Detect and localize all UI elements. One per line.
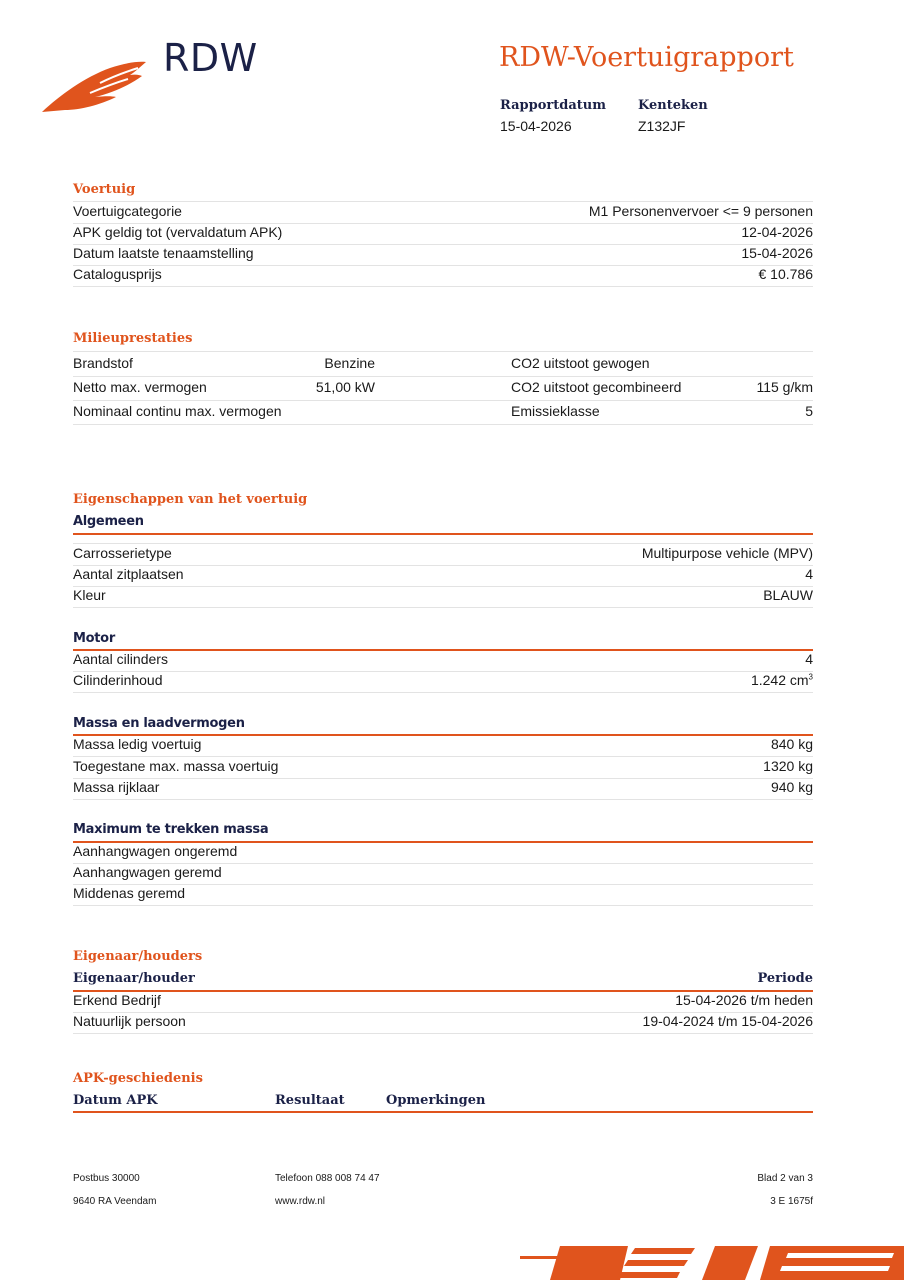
row-label: Voertuigcategorie	[73, 203, 182, 219]
massa-row	[73, 778, 813, 800]
row-value: 840 kg	[770, 736, 813, 752]
row-label: Massa rijklaar	[73, 779, 160, 795]
rapportdatum-label: Rapportdatum	[500, 98, 606, 113]
section-title-eigenaar: Eigenaar/houders	[73, 949, 203, 964]
voertuig-row	[73, 201, 813, 224]
row-label: Datum laatste tenaamstelling	[73, 245, 254, 261]
footer-website-link[interactable]: www.rdw.nl	[275, 1196, 326, 1207]
section-rule	[73, 1111, 813, 1113]
trekken-row	[73, 842, 813, 864]
row-label: Catalogusprijs	[73, 266, 162, 282]
section-title-eigenschappen: Eigenschappen van het voertuig	[73, 492, 308, 507]
section-title-voertuig: Voertuig	[73, 182, 136, 197]
footer-address-1: Postbus 30000	[73, 1173, 140, 1184]
algemeen-row	[73, 565, 813, 587]
row-label: CO2 uitstoot gewogen	[511, 355, 650, 371]
row-label: Erkend Bedrijf	[73, 992, 161, 1008]
row-label: Aanhangwagen ongeremd	[73, 843, 238, 859]
row-value: Benzine	[324, 355, 375, 371]
row-value: 940 kg	[770, 779, 813, 795]
algemeen-row	[73, 543, 813, 566]
subsection-title-massa: Massa en laadvermogen	[73, 716, 245, 731]
trekken-row	[73, 884, 813, 906]
massa-row	[73, 735, 813, 757]
row-label: Netto max. vermogen	[73, 379, 207, 395]
row-value	[751, 672, 813, 688]
section-title-apk: APK-geschiedenis	[73, 1071, 203, 1086]
voertuig-row	[73, 265, 813, 287]
row-value: 51,00 kW	[315, 379, 375, 395]
row-label: Massa ledig voertuig	[73, 736, 202, 752]
kenteken-label: Kenteken	[638, 98, 708, 113]
row-label: Cilinderinhoud	[73, 672, 163, 688]
subsection-title-motor: Motor	[73, 631, 115, 646]
row-label: APK geldig tot (vervaldatum APK)	[73, 224, 283, 240]
eigenaar-row	[73, 1012, 813, 1034]
row-label: Nominaal continu max. vermogen	[73, 403, 282, 419]
row-value: 19-04-2024 t/m 15-04-2026	[642, 1013, 813, 1029]
row-label: Natuurlijk persoon	[73, 1013, 186, 1029]
row-label: Brandstof	[73, 355, 133, 371]
subsection-title-algemeen: Algemeen	[73, 514, 144, 529]
column-header-opmerkingen: Opmerkingen	[386, 1093, 486, 1108]
row-label: Emissieklasse	[511, 403, 600, 419]
row-label: Aanhangwagen geremd	[73, 864, 222, 880]
eigenaar-row	[73, 991, 813, 1013]
milieu-row	[73, 376, 813, 401]
row-label: Aantal zitplaatsen	[73, 566, 184, 582]
motor-row	[73, 671, 813, 693]
row-label: Middenas geremd	[73, 885, 186, 901]
row-value: BLAUW	[763, 587, 813, 603]
row-value: 12-04-2026	[741, 224, 813, 240]
section-rule	[73, 533, 813, 535]
milieu-row	[73, 351, 813, 377]
footer-phone: Telefoon 088 008 74 47	[275, 1173, 380, 1184]
kenteken-value: Z132JF	[638, 118, 686, 134]
column-header-resultaat: Resultaat	[275, 1093, 345, 1108]
motor-row	[73, 650, 813, 672]
footer-document-code: 3 E 1675f	[770, 1196, 813, 1207]
section-title-milieuprestaties: Milieuprestaties	[73, 331, 193, 346]
row-value: 15-04-2026 t/m heden	[675, 992, 813, 1008]
voertuig-row	[73, 223, 813, 245]
cilinderinhoud-value: 1.242 cm	[750, 672, 809, 688]
row-label: Carrosserietype	[73, 545, 172, 561]
trekken-row	[73, 863, 813, 885]
subsection-title-trekken: Maximum te trekken massa	[73, 822, 269, 837]
row-value: Multipurpose vehicle (MPV)	[641, 545, 813, 561]
rapportdatum-value: 15-04-2026	[500, 118, 572, 134]
column-header-periode: Periode	[757, 971, 813, 986]
footer-address-2: 9640 RA Veendam	[73, 1196, 157, 1207]
row-value: 5	[805, 403, 813, 419]
algemeen-row	[73, 586, 813, 608]
row-value: 4	[805, 566, 813, 582]
column-header-datum-apk: Datum APK	[73, 1093, 158, 1108]
row-label: Kleur	[73, 587, 106, 603]
milieu-row	[73, 400, 813, 425]
row-label: Aantal cilinders	[73, 651, 168, 667]
rdw-stripes-decoration-icon	[520, 1244, 904, 1280]
voertuig-row	[73, 244, 813, 266]
row-value: 4	[805, 651, 813, 667]
row-value: 1320 kg	[763, 758, 813, 774]
rdw-logo-icon	[40, 55, 150, 115]
massa-row	[73, 757, 813, 779]
column-header-eigenaar: Eigenaar/houder	[73, 971, 195, 986]
row-value: M1 Personenvervoer <= 9 personen	[588, 203, 813, 219]
row-value: 115 g/km	[756, 379, 813, 395]
cubic-superscript: 3	[808, 672, 813, 682]
row-label: Toegestane max. massa voertuig	[73, 758, 279, 774]
row-label: CO2 uitstoot gecombineerd	[511, 379, 682, 395]
footer-page-number: Blad 2 van 3	[757, 1173, 813, 1184]
report-title: RDW-Voertuigrapport	[499, 42, 794, 73]
logo-text: RDW	[163, 36, 258, 80]
row-value: € 10.786	[758, 266, 813, 282]
row-value: 15-04-2026	[741, 245, 813, 261]
